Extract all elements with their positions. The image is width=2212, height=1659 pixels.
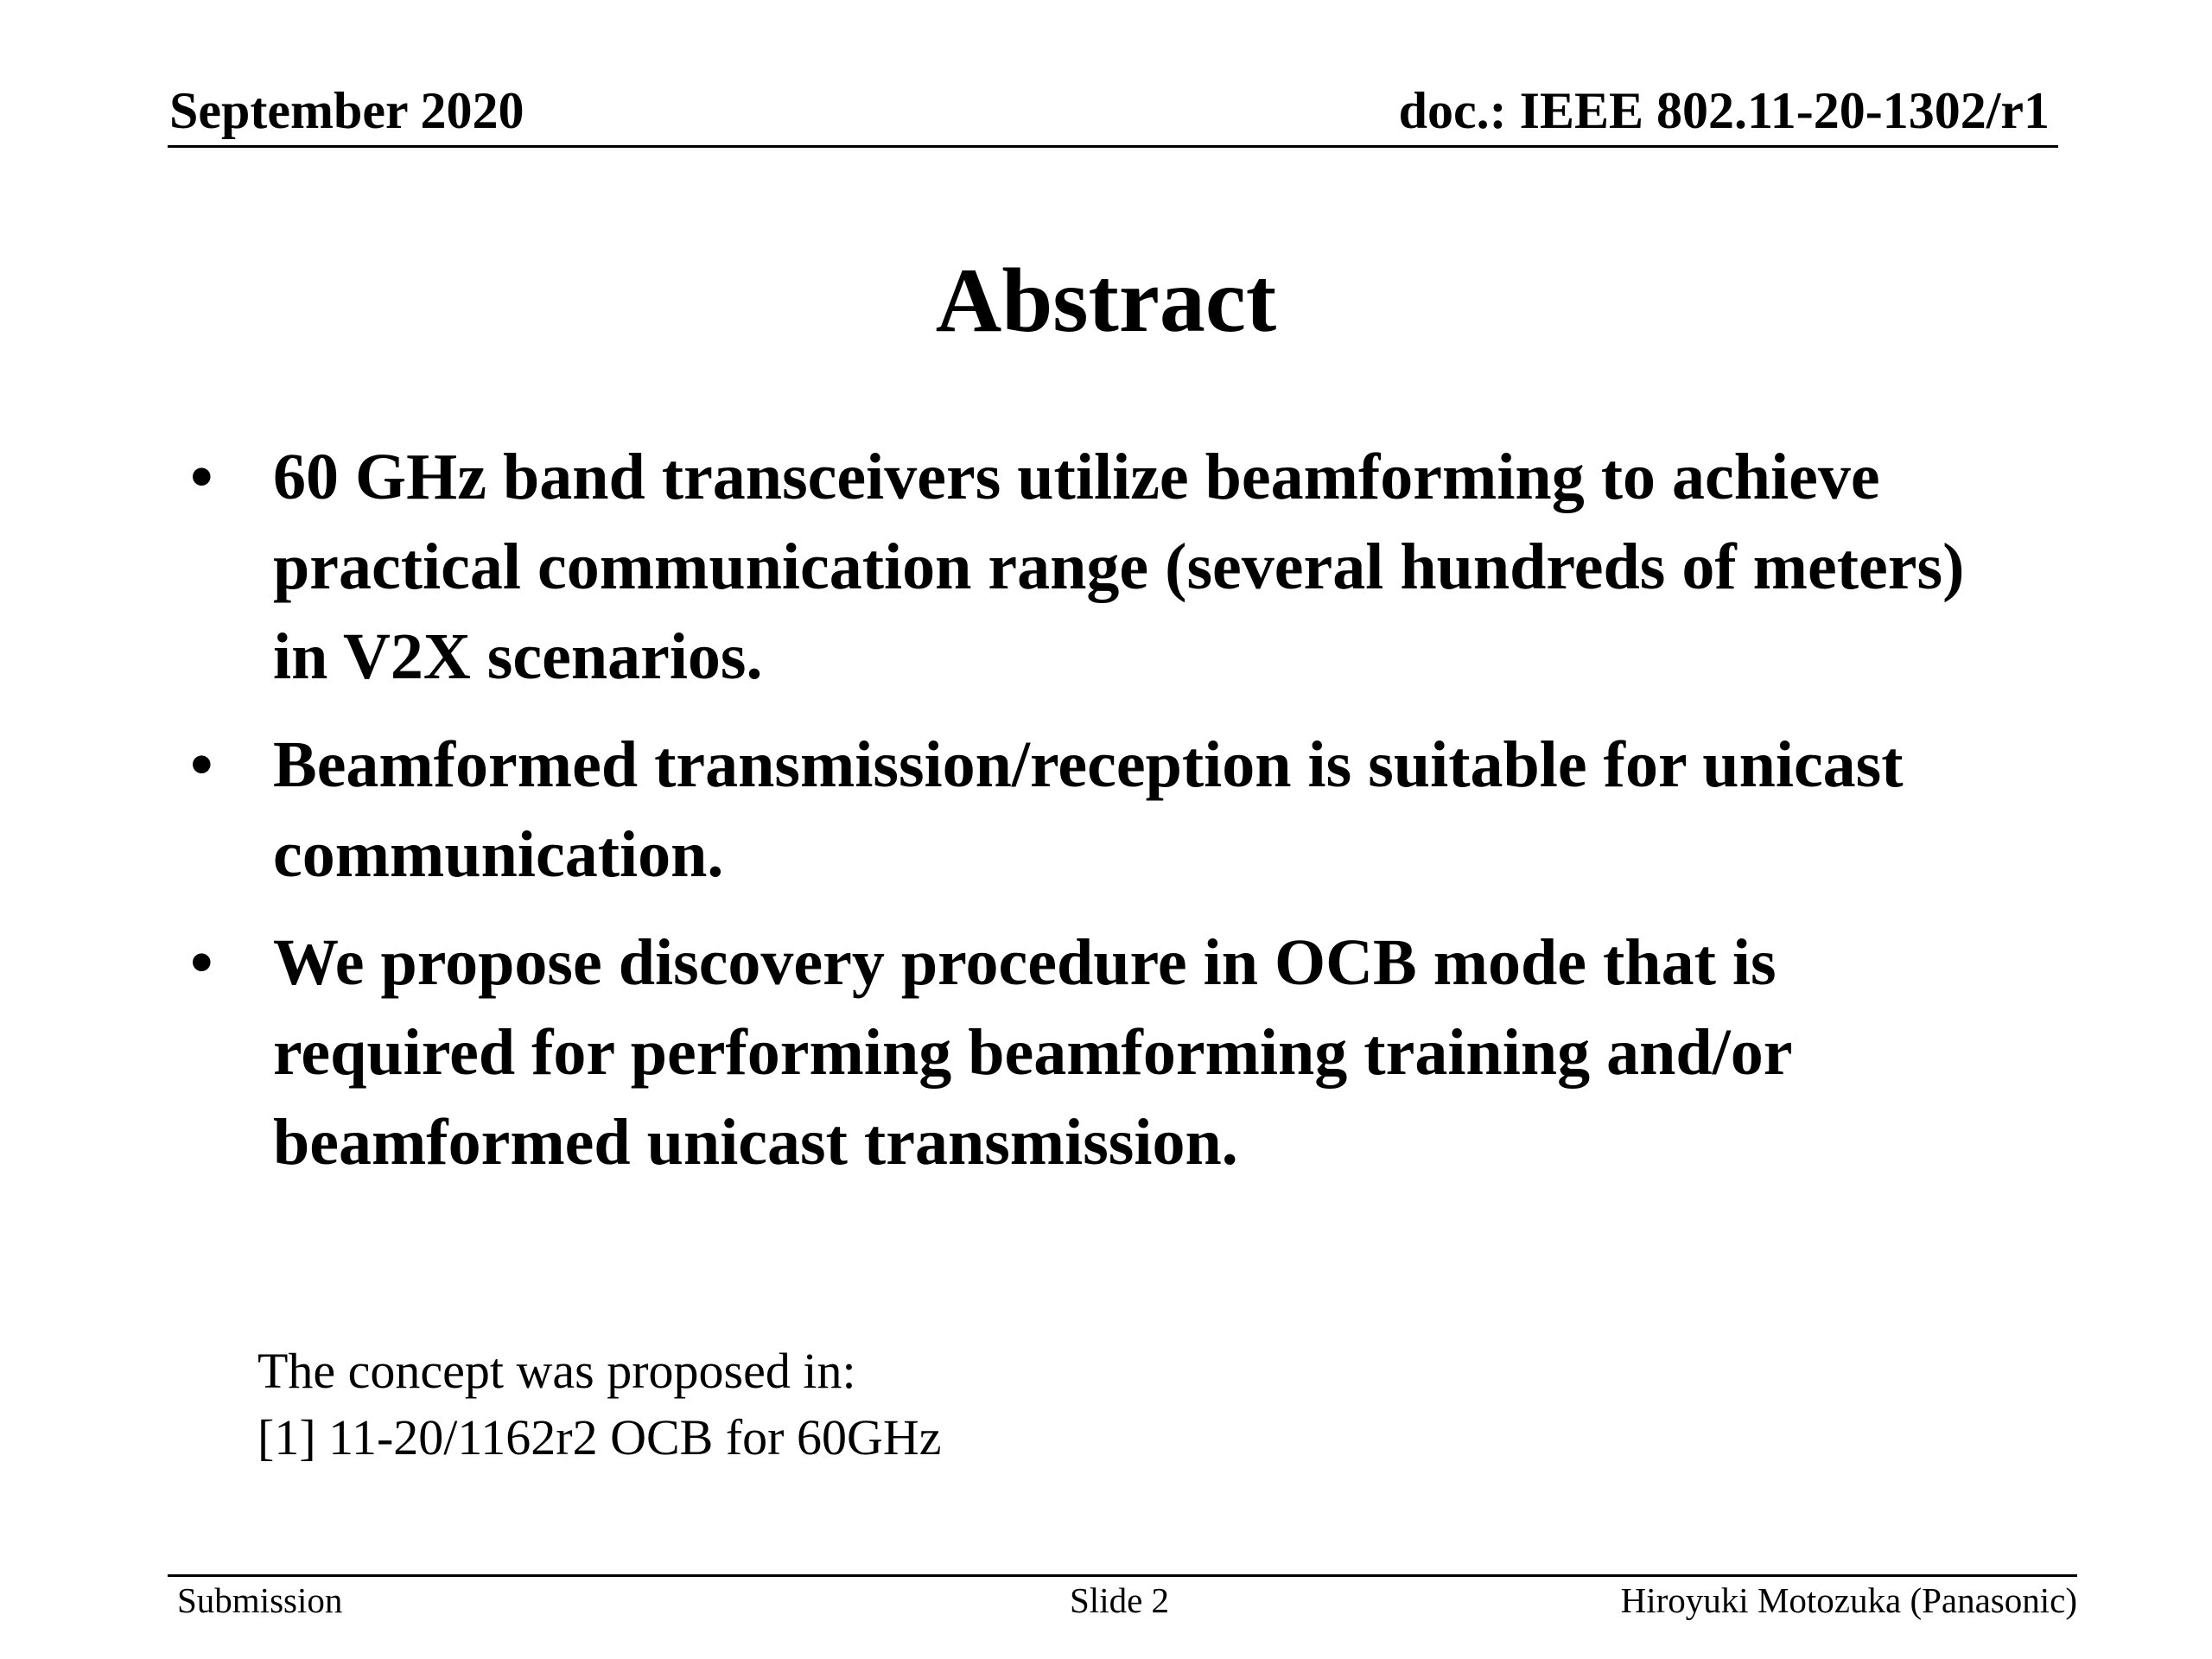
bullet-list <box>190 432 2195 1205</box>
footer-slide-number: Slide 2 <box>1070 1580 1170 1620</box>
reference-item: [1] 11-20/1162r2 OCB for 60GHz <box>257 1409 942 1465</box>
bullet-item-1 <box>190 432 2195 702</box>
bullet-item-2 <box>190 720 2195 899</box>
bullet-text: 60 GHz band transceivers utilize beamforming to achieve practical communication range (several hundreds of meters) in V2X scenarios. <box>273 441 1965 693</box>
bullet-icon: • <box>190 441 213 513</box>
footer-divider <box>168 1574 2077 1577</box>
bullet-icon: • <box>190 728 213 801</box>
reference-note <box>257 1338 941 1471</box>
bullet-text: Beamformed transmission/reception is suitable for unicast communication. <box>273 728 1904 891</box>
header-divider <box>168 145 2058 148</box>
bullet-icon: • <box>190 926 213 999</box>
footer-submission: Submission <box>177 1580 343 1620</box>
header-doc-id: doc.: IEEE 802.11-20-1302/r1 <box>1398 82 2050 139</box>
bullet-text: We propose discovery procedure in OCB mode that is required for performing beamforming training and/or beamformed unicast transmission. <box>273 926 1793 1179</box>
slide-title: Abstract <box>935 250 1277 351</box>
header-date: September 2020 <box>169 82 524 139</box>
bullet-item-3 <box>190 918 2195 1187</box>
footer-author: Hiroyuki Motozuka (Panasonic) <box>1620 1580 2077 1620</box>
reference-intro: The concept was proposed in: <box>257 1343 856 1399</box>
